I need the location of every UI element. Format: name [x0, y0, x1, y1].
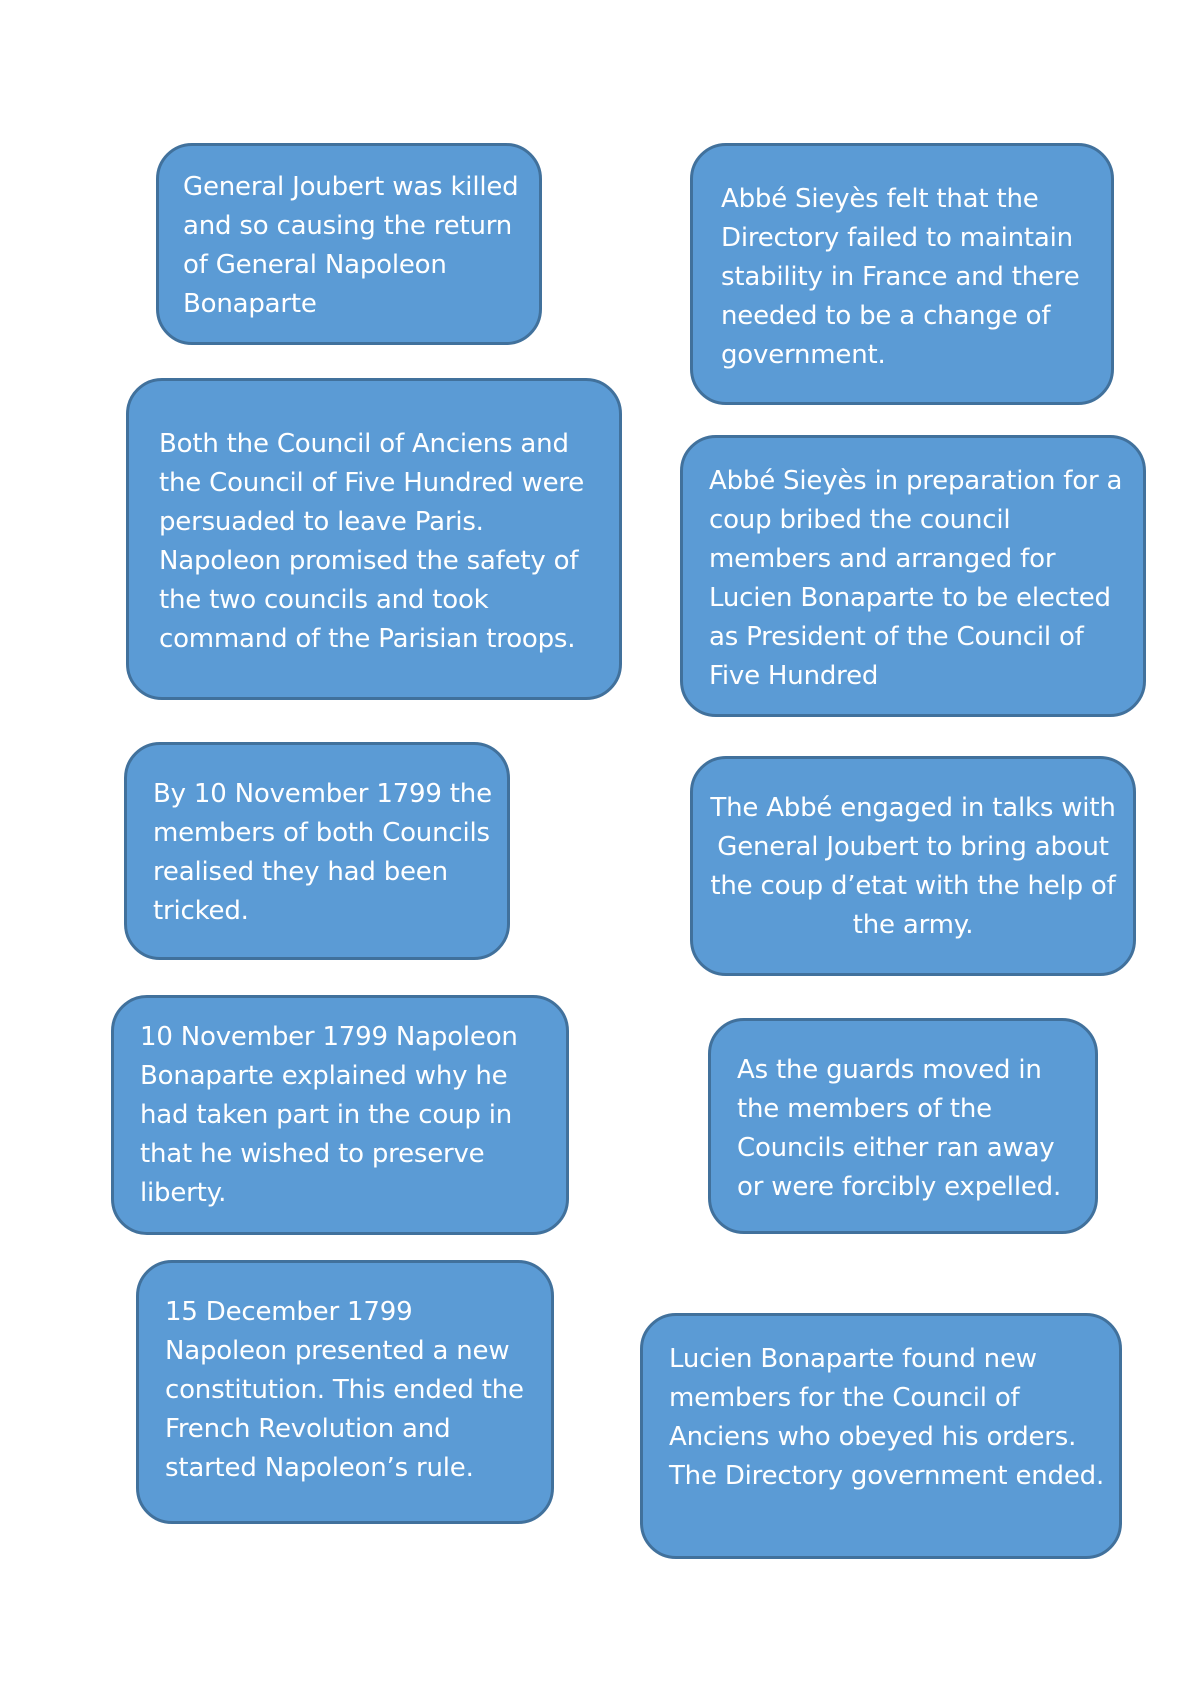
event-card-text: Abbé Sieyès in preparation for a coup bribed the council members and arranged for Lucien Bonaparte to be elected as President of the Council of Five Hundred [709, 466, 1123, 691]
event-card-councils-tricked [124, 742, 510, 960]
event-card-text: Abbé Sieyès felt that the Directory failed to maintain stability in France and there needed to be a change of government. [721, 184, 1080, 370]
event-card-councils-leave-paris [126, 378, 622, 700]
event-card-sieyes-directory-failed [690, 143, 1114, 405]
event-card-text: 15 December 1799 Napoleon presented a new constitution. This ended the French Revolution and started Napoleon’s rule. [165, 1297, 524, 1483]
event-card-text: As the guards moved in the members of the Councils either ran away or were forcibly expelled. [737, 1055, 1062, 1202]
event-card-text: The Abbé engaged in talks with General Joubert to bring about the coup d’etat with the help of the army. [710, 793, 1116, 940]
event-card-abbe-talks-joubert [690, 756, 1136, 976]
event-card-text: General Joubert was killed and so causing the return of General Napoleon Bonaparte [183, 172, 519, 319]
event-card-text: Both the Council of Anciens and the Council of Five Hundred were persuaded to leave Paris. Napoleon promised the safety of the two councils and took command of the Parisian troops. [159, 429, 585, 654]
event-card-text: By 10 November 1799 the members of both Councils realised they had been tricked. [153, 779, 492, 926]
event-card-text: 10 November 1799 Napoleon Bonaparte explained why he had taken part in the coup in that he wished to preserve liberty. [140, 1022, 518, 1208]
event-card-text: Lucien Bonaparte found new members for the Council of Anciens who obeyed his orders. The Directory government ended. [669, 1344, 1105, 1491]
event-card-sieyes-bribes-council [680, 435, 1146, 717]
event-card-guards-move-in [708, 1018, 1098, 1234]
event-card-new-constitution [136, 1260, 554, 1524]
event-card-napoleon-explains-coup [111, 995, 569, 1235]
event-card-joubert-killed [156, 143, 542, 345]
event-card-directory-ended [640, 1313, 1122, 1559]
